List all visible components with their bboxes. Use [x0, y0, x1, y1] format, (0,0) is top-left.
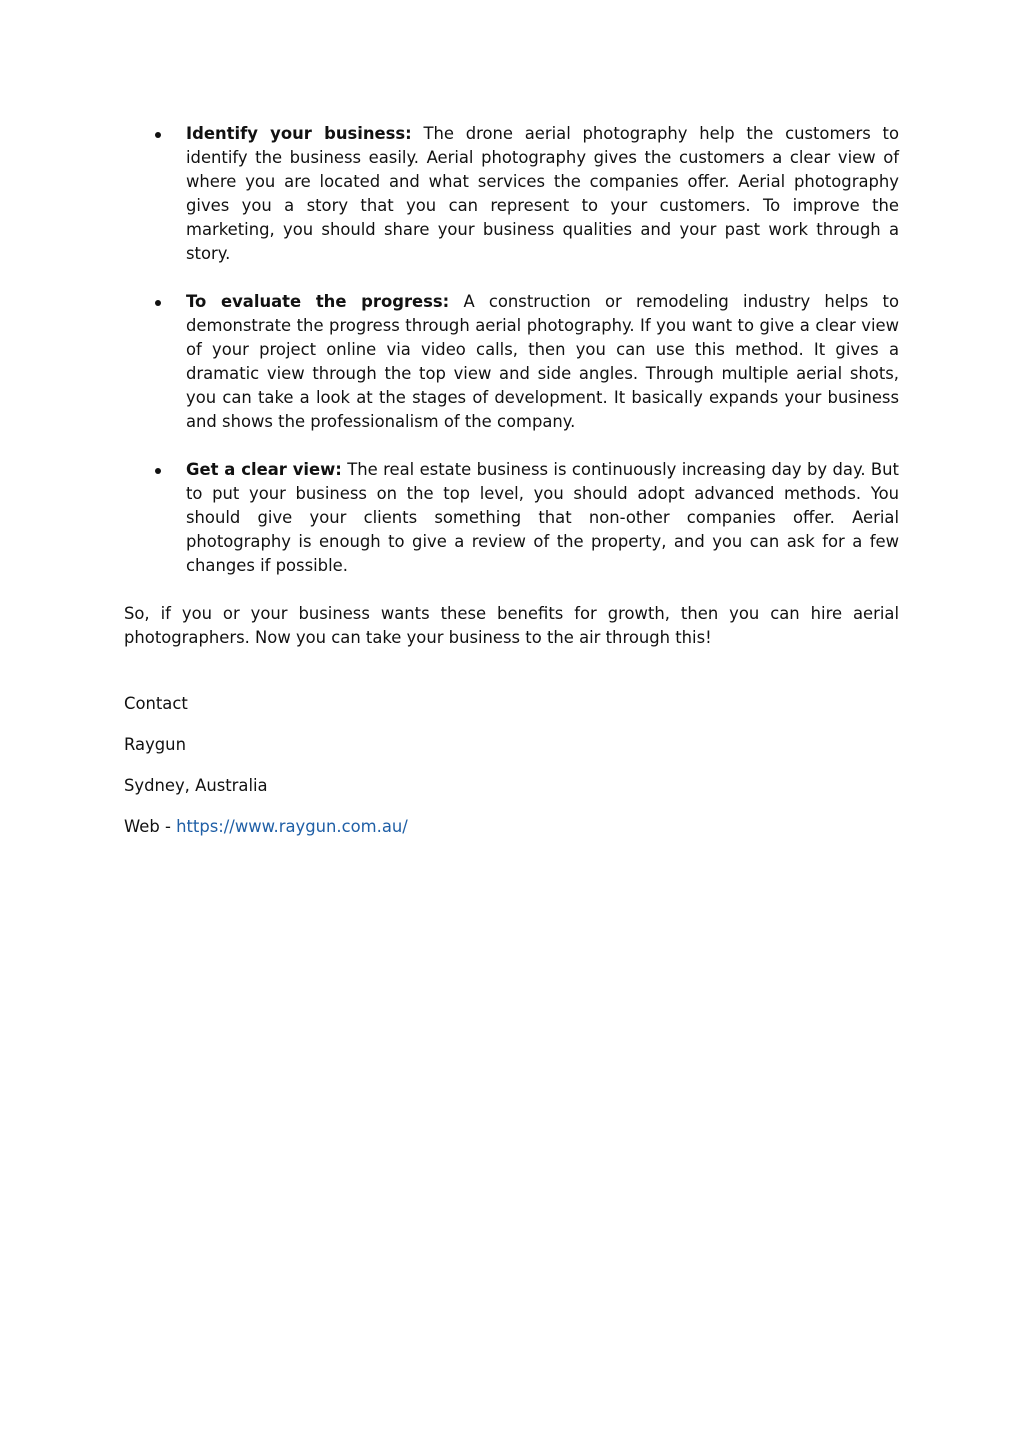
web-label: Web - — [124, 817, 177, 836]
bullet-text: The drone aerial photography help the customers to identify the business easily. Aerial photography gives the customers a clear view of where you are located and what services the companies offer. Aerial photography gives you a story that you can represent to your customers. To improve the marketing, you should share your business qualities and your past work through a story. — [186, 124, 899, 263]
list-item — [124, 122, 899, 266]
bullet-title: Get a clear view: — [186, 460, 342, 479]
website-link[interactable]: https://www.raygun.com.au/ — [176, 817, 408, 836]
bullet-icon — [155, 132, 161, 138]
contact-location: Sydney, Australia — [124, 776, 268, 795]
benefits-list — [124, 122, 899, 578]
closing-paragraph: So, if you or your business wants these benefits for growth, then you can hire aerial photographers. Now you can take your business to the air through this! — [124, 604, 899, 647]
bullet-icon — [155, 468, 161, 474]
list-item — [124, 458, 899, 578]
bullet-title: Identify your business: — [186, 124, 412, 143]
bullet-title: To evaluate the progress: — [186, 292, 450, 311]
contact-heading: Contact — [124, 694, 188, 713]
bullet-icon — [155, 300, 161, 306]
contact-section — [124, 692, 899, 839]
document-page — [124, 122, 899, 856]
list-item — [124, 290, 899, 434]
contact-name: Raygun — [124, 735, 186, 754]
bullet-text: The real estate business is continuously increasing day by day. But to put your business on the top level, you should adopt advanced methods. You should give your clients something that non-other companies offer. Aerial photography is enough to give a review of the property, and you can ask for a few changes if possible. — [186, 460, 899, 575]
contact-web — [124, 815, 899, 839]
bullet-text: A construction or remodeling industry helps to demonstrate the progress through aerial photography. If you want to give a clear view of your project online via video calls, then you can use this method. It gives a dramatic view through the top view and side angles. Through multiple aerial shots, you can take a look at the stages of development. It basically expands your business and shows the professionalism of the company. — [186, 292, 899, 431]
